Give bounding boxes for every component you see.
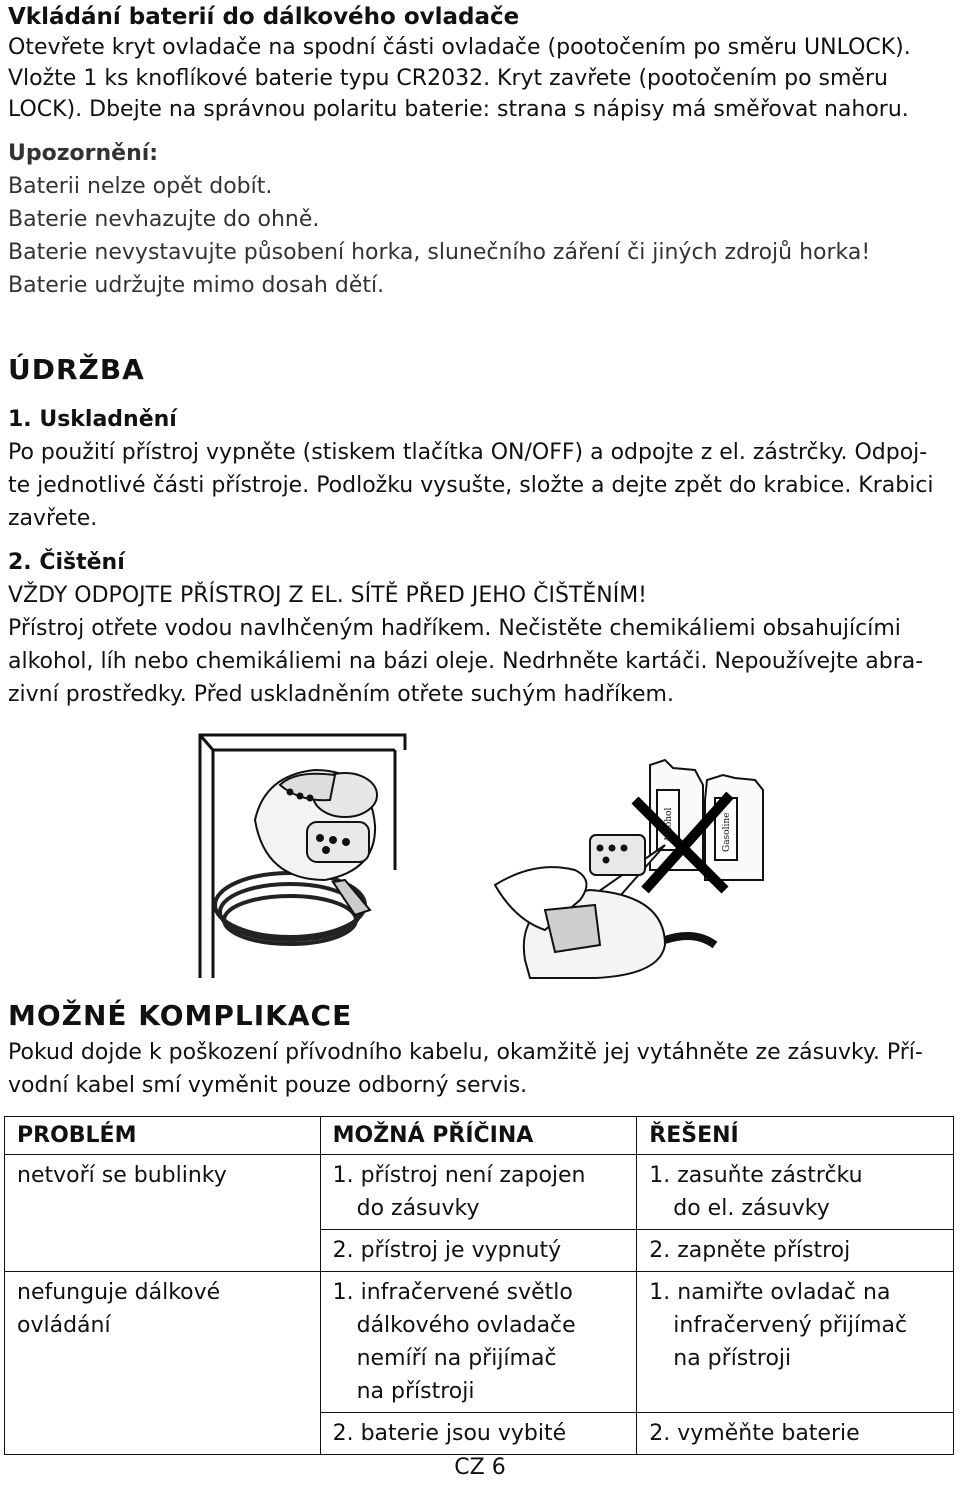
maintenance-section (8, 352, 954, 711)
warning-3: Baterie nevystavujte působení horka, slunečního záření či jiných zdrojů horka! (8, 240, 871, 265)
header-problem: PROBLÉM (5, 1117, 321, 1155)
cleaning-line-4: zivní prostředky. Před uskladněním otřete suchým hadříkem. (8, 682, 674, 707)
cause-text: dálkového ovladače (356, 1313, 576, 1338)
storage-title: 1. Uskladnění (8, 407, 177, 432)
battery-line-3: LOCK). Dbejte na správnou polaritu baterie: strana s nápisy má směřovat nahoru. (8, 97, 909, 122)
complications-line-1: Pokud dojde k poškození přívodního kabelu, okamžitě jej vytáhněte ze zásuvky. Pří- (8, 1040, 923, 1065)
problem-text: netvoří se bublinky (17, 1163, 227, 1188)
page-number: CZ 6 (454, 1455, 506, 1480)
solution-text: 1. namiřte ovladač na (649, 1280, 891, 1305)
solution-text: infračervený přijímač (673, 1313, 908, 1338)
solution-text: 1. zasuňte zástrčku (649, 1163, 863, 1188)
problem-text: nefunguje dálkové (17, 1280, 221, 1305)
cause-text: 1. přístroj není zapojen (332, 1163, 586, 1188)
complications-section (8, 998, 954, 1102)
complications-line-2: vodní kabel smí vyměnit pouze odborný servis. (8, 1073, 528, 1098)
complications-title: MOŽNÉ KOMPLIKACE (8, 999, 353, 1032)
cause-cell (320, 1272, 637, 1413)
storage-line-1: Po použití přístroj vypněte (stiskem tlačítka ON/OFF) a odpojte z el. zástrčky. Odpoj- (8, 440, 928, 465)
cleaning-illustration (195, 730, 785, 980)
cleaning-warning: VŽDY ODPOJTE PŘÍSTROJ Z EL. SÍTĚ PŘED JEHO ČIŠTĚNÍM! (8, 583, 647, 608)
bottle-label-alcohol: Alkohol (664, 807, 674, 842)
table-header-row (5, 1117, 954, 1155)
battery-line-1: Otevřete kryt ovladače na spodní části ovladače (pootočením po směru UNLOCK). (8, 35, 911, 60)
solution-text: na přístroji (673, 1346, 792, 1371)
problem-text: ovládání (17, 1313, 111, 1338)
cleaning-line-2: Přístroj otřete vodou navlhčeným hadříkem. Nečistěte chemikáliemi obsahujícími (8, 616, 901, 641)
header-solution: ŘEŠENÍ (637, 1117, 954, 1155)
maintenance-title: ÚDRŽBA (8, 353, 145, 386)
solution-cell (637, 1272, 954, 1413)
cause-text: 1. infračervené světlo (332, 1280, 573, 1305)
cause-cell (320, 1155, 637, 1230)
table-row (5, 1155, 954, 1230)
troubleshooting-table (4, 1116, 954, 1455)
cause-text: na přístroji (356, 1379, 475, 1404)
header-cause: MOŽNÁ PŘÍČINA (320, 1117, 637, 1155)
cleaning-title: 2. Čištění (8, 550, 125, 575)
cause-cell: 2. baterie jsou vybité (320, 1413, 637, 1455)
battery-title: Vkládání baterií do dálkového ovladače (8, 4, 520, 30)
solution-cell (637, 1155, 954, 1230)
cause-text: nemíří na přijímač (356, 1346, 557, 1371)
battery-section (8, 0, 954, 302)
solution-text: do el. zásuvky (673, 1196, 830, 1221)
problem-cell (5, 1155, 321, 1272)
problem-cell (5, 1272, 321, 1455)
table-row (5, 1272, 954, 1413)
chemical-bottles-drawing (635, 760, 763, 890)
bottle-label-gasoline: Gasoline (722, 812, 732, 852)
warning-title: Upozornění: (8, 141, 159, 166)
storage-line-2: te jednotlivé části přístroje. Podložku vysušte, složte a dejte zpět do krabice. Krabici (8, 473, 934, 498)
cause-cell: 2. přístroj je vypnutý (320, 1230, 637, 1272)
solution-cell: 2. vyměňte baterie (637, 1413, 954, 1455)
battery-line-2: Vložte 1 ks knoflíkové baterie typu CR2032. Kryt zavřete (pootočením po směru (8, 66, 888, 91)
solution-cell: 2. zapněte přístroj (637, 1230, 954, 1272)
warning-1: Baterii nelze opět dobít. (8, 174, 273, 199)
warning-4: Baterie udržujte mimo dosah dětí. (8, 273, 385, 298)
cause-text: do zásuvky (356, 1196, 480, 1221)
storage-line-3: zavřete. (8, 506, 98, 531)
warning-2: Baterie nevhazujte do ohně. (8, 207, 320, 232)
cleaning-line-3: alkohol, líh nebo chemikáliemi na bázi oleje. Nedrhněte kartáči. Nepoužívejte abra- (8, 649, 924, 674)
